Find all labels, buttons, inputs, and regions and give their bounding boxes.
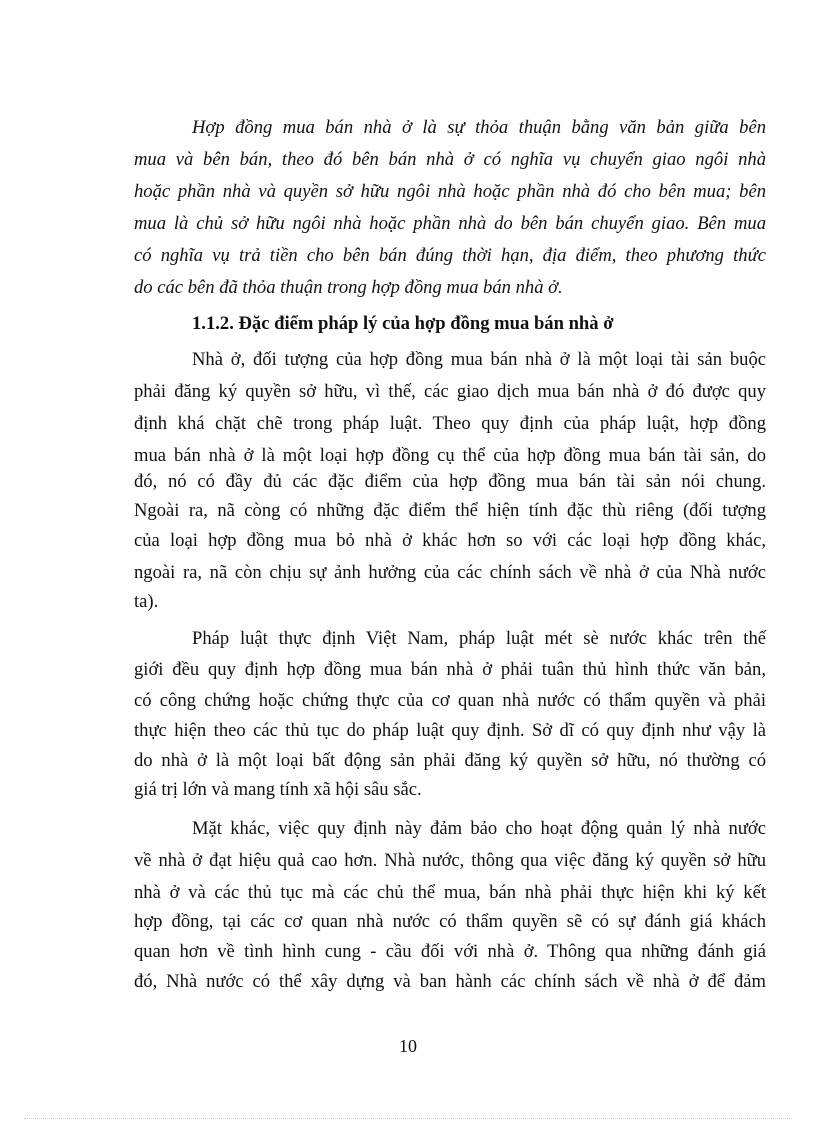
paragraph-4-line: quan hơn về tình hình cung - cầu đối với nhà ở. Thông qua những đánh giá — [134, 941, 766, 962]
paragraph-4-line: nhà ở và các thủ tục mà các chủ thể mua, bán nhà phải thực hiện khi ký kết — [134, 882, 766, 903]
paragraph-2-line: của loại hợp đồng mua bỏ nhà ở khác hơn so với các loại hợp đồng khác, — [134, 530, 766, 551]
paragraph-1-line: mua và bên bán, theo đó bên bán nhà ở có nghĩa vụ chuyển giao ngôi nhà — [134, 149, 766, 170]
paragraph-1-line: do các bên đã thỏa thuận trong hợp đồng mua bán nhà ở. — [134, 277, 563, 298]
paragraph-2-line: ngoài ra, nã còn chịu sự ảnh hưởng của các chính sách về nhà ở của Nhà nước — [134, 562, 766, 583]
paragraph-2-line: mua bán nhà ở là một loại hợp đồng cụ thể của hợp đồng mua bán tài sản, do — [134, 445, 766, 466]
paragraph-2-line: phải đăng ký quyền sở hữu, vì thế, các giao dịch mua bán nhà ở đó được quy — [134, 381, 766, 402]
paragraph-3-line: có công chứng hoặc chứng thực của cơ quan nhà nước có thẩm quyền và phải — [134, 690, 766, 711]
paragraph-3-line: thực hiện theo các thủ tục do pháp luật quy định. Sở dĩ có quy định như vậy là — [134, 720, 766, 741]
page-number: 10 — [399, 1036, 417, 1056]
paragraph-4-line: đó, Nhà nước có thể xây dựng và ban hành các chính sách về nhà ở để đảm — [134, 971, 766, 992]
paragraph-3-line: giá trị lớn và mang tính xã hội sâu sắc. — [134, 779, 422, 800]
paragraph-1-line: Hợp đồng mua bán nhà ở là sự thỏa thuận bằng văn bản giữa bên — [192, 117, 766, 138]
paragraph-4-line: hợp đồng, tại các cơ quan nhà nước có thẩm quyền sẽ có sự đánh giá khách — [134, 911, 766, 932]
paragraph-1-line: mua là chủ sở hữu ngôi nhà hoặc phần nhà do bên bán chuyển giao. Bên mua — [134, 213, 766, 234]
paragraph-2-line: ta). — [134, 591, 159, 612]
page-boundary-divider — [24, 1118, 792, 1119]
paragraph-3-line: giới đều quy định hợp đồng mua bán nhà ở phải tuân thủ hình thức văn bản, — [134, 659, 766, 680]
paragraph-3-line: do nhà ở là một loại bất động sản phải đăng ký quyền sở hữu, nó thường có — [134, 750, 766, 771]
paragraph-4-line: về nhà ở đạt hiệu quả cao hơn. Nhà nước, thông qua việc đăng ký quyền sở hữu — [134, 850, 766, 871]
section-heading: 1.1.2. Đặc điểm pháp lý của hợp đồng mua bán nhà ở — [192, 313, 614, 334]
paragraph-2-line: Nhà ở, đối tượng của hợp đồng mua bán nhà ở là một loại tài sản buộc — [192, 349, 766, 370]
paragraph-3-line: Pháp luật thực định Việt Nam, pháp luật mét sè nước khác trên thế — [192, 628, 766, 649]
paragraph-2-line: đó, nó có đầy đủ các đặc điểm của hợp đồng mua bán tài sản nói chung. — [134, 471, 766, 492]
paragraph-2-line: định khá chặt chẽ trong pháp luật. Theo quy định của pháp luật, hợp đồng — [134, 413, 766, 434]
paragraph-4-line: Mặt khác, việc quy định này đảm bảo cho hoạt động quản lý nhà nước — [192, 818, 766, 839]
paragraph-1-line: hoặc phần nhà và quyền sở hữu ngôi nhà hoặc phần nhà đó cho bên mua; bên — [134, 181, 766, 202]
paragraph-1-line: có nghĩa vụ trả tiền cho bên bán đúng thời hạn, địa điểm, theo phương thức — [134, 245, 766, 266]
paragraph-2-line: Ngoài ra, nã còng có những đặc điểm thể hiện tính đặc thù riêng (đối tượng — [134, 500, 766, 521]
